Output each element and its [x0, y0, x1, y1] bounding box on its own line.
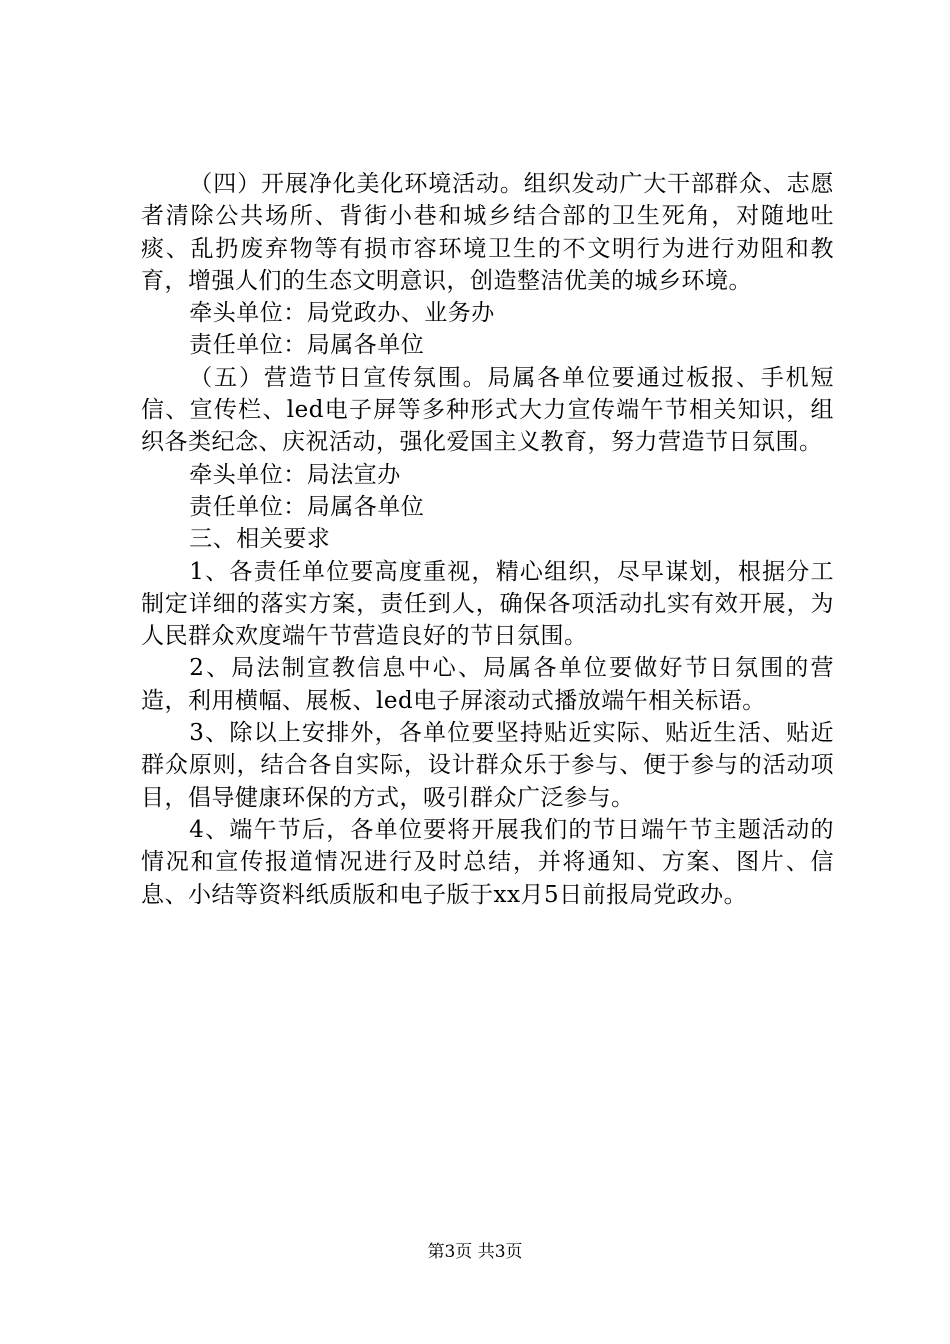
page-number: 第3页 — [427, 1242, 473, 1262]
paragraph-responsible-unit-four: 责任单位：局属各单位 — [189, 332, 425, 359]
paragraph-requirement-1: 1、各责任单位要高度重视，精心组织，尽早谋划，根据分工制定详细的落实方案，责任到人，确保各项活动扎实有效开展，为人民群众欢度端午节营造良好的节日氛围。 — [141, 558, 834, 650]
paragraph-section-five: （五）营造节日宣传氛围。局属各单位要通过板报、手机短信、宣传栏、led电子屏等多种形式大力宣传端午节相关知识，组织各类纪念、庆祝活动，强化爱国主义教育，努力营造节日氛围。 — [141, 364, 834, 456]
page-footer — [0, 1240, 950, 1264]
paragraph-requirement-2: 2、局法制宣教信息中心、局属各单位要做好节日氛围的营造，利用横幅、展板、led电子屏滚动式播放端午相关标语。 — [141, 655, 834, 714]
paragraph-responsible-unit-five: 责任单位：局属各单位 — [189, 493, 425, 520]
section-heading-requirements: 三、相关要求 — [189, 526, 331, 553]
document-body — [141, 168, 834, 911]
paragraph-lead-unit-five: 牵头单位：局法宣办 — [189, 461, 401, 488]
total-pages: 共3页 — [477, 1242, 523, 1262]
paragraph-lead-unit-four: 牵头单位：局党政办、业务办 — [189, 300, 495, 327]
paragraph-requirement-4: 4、端午节后，各单位要将开展我们的节日端午节主题活动的情况和宣传报道情况进行及时总结，并将通知、方案、图片、信息、小结等资料纸质版和电子版于xx月5日前报局党政办。 — [141, 816, 834, 908]
paragraph-section-four: （四）开展净化美化环境活动。组织发动广大干部群众、志愿者清除公共场所、背街小巷和城乡结合部的卫生死角，对随地吐痰、乱扔废弃物等有损市容环境卫生的不文明行为进行劝阻和教育，增强人们的生态文明意识，创造整洁优美的城乡环境。 — [141, 171, 834, 294]
paragraph-requirement-3: 3、除以上安排外，各单位要坚持贴近实际、贴近生活、贴近群众原则，结合各自实际，设计群众乐于参与、便于参与的活动项目，倡导健康环保的方式，吸引群众广泛参与。 — [141, 720, 834, 811]
